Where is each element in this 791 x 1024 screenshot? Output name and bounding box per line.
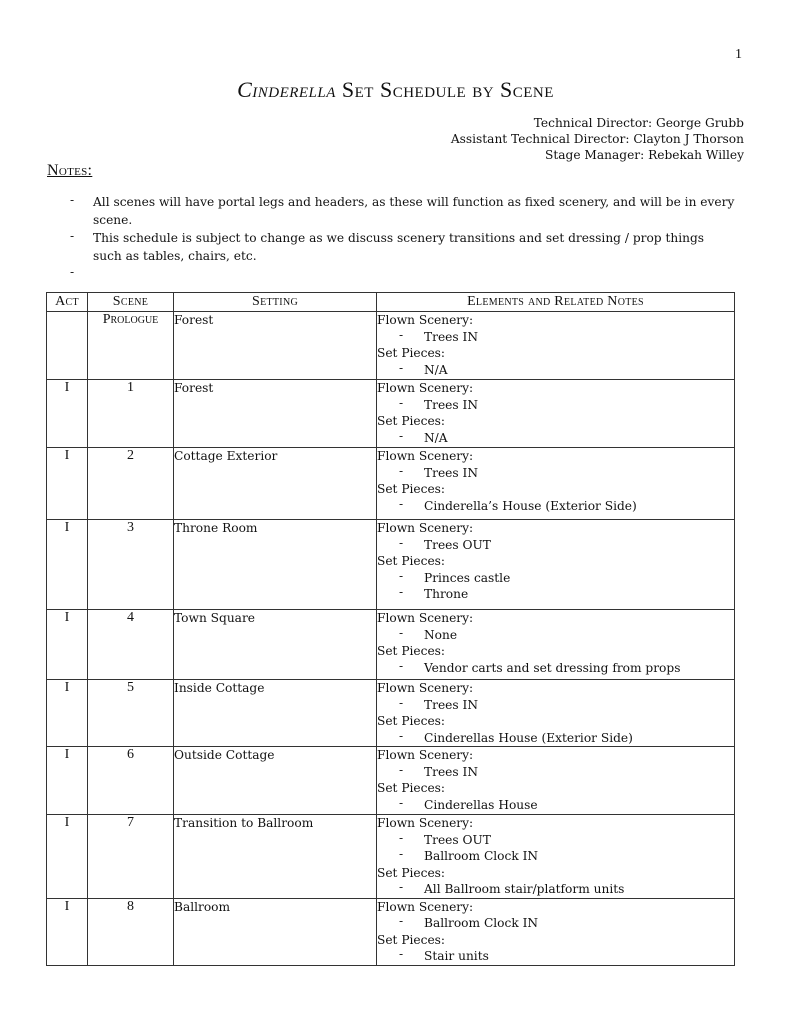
title-rest: Set Schedule by Scene (335, 77, 554, 102)
dash-bullet: - (399, 947, 404, 961)
technical-director: Technical Director: George Grubb (533, 116, 744, 130)
setting-cell: Throne Room (174, 520, 377, 610)
setting-cell: Forest (174, 312, 377, 380)
set-piece-item (377, 498, 734, 515)
flown-scenery-label: Flown Scenery: (377, 681, 474, 695)
flown-scenery-label: Flown Scenery: (377, 611, 474, 625)
header-act: Act (47, 293, 88, 312)
scene-cell: 8 (88, 898, 174, 965)
assistant-technical-director: Assistant Technical Director: Clayton J Thorson (450, 132, 744, 146)
flown-scenery-label: Flown Scenery: (377, 748, 474, 762)
set-pieces-label: Set Pieces: (377, 644, 446, 658)
set-piece-text: Vendor carts and set dressing from props (424, 660, 681, 675)
act-cell: I (47, 815, 88, 899)
flown-scenery-text: Trees IN (424, 329, 478, 344)
header-scene: Scene (88, 293, 174, 312)
dash-bullet: - (399, 395, 404, 410)
notes-heading: Notes: (47, 162, 93, 179)
table-header-row (47, 293, 735, 312)
note-text: This schedule is subject to change as we discuss scenery transitions and set dressing / prop things such as tables, chairs, etc. (93, 231, 705, 263)
flown-scenery-item (377, 397, 734, 414)
set-piece-item (377, 586, 734, 603)
set-piece-item (377, 730, 734, 747)
dash-bullet: - (399, 795, 404, 810)
set-piece-item (377, 430, 734, 447)
act-cell (47, 312, 88, 380)
elements-cell (377, 448, 735, 520)
elements-cell (377, 312, 735, 380)
dash-bullet: - (399, 728, 404, 743)
set-pieces-label: Set Pieces: (377, 714, 446, 728)
setting-cell: Ballroom (174, 898, 377, 965)
setting-cell: Forest (174, 380, 377, 448)
flown-scenery-text: Trees OUT (424, 832, 491, 847)
dash-bullet: - (70, 229, 75, 243)
table-row (47, 520, 735, 610)
set-pieces-label: Set Pieces: (377, 414, 446, 428)
setting-cell: Cottage Exterior (174, 448, 377, 520)
elements-cell (377, 610, 735, 680)
elements-cell (377, 520, 735, 610)
flown-scenery-item (377, 915, 734, 932)
dash-bullet: - (399, 880, 404, 894)
act-cell: I (47, 380, 88, 448)
act-cell: I (47, 898, 88, 965)
set-piece-item (377, 797, 734, 814)
flown-scenery-text: Trees IN (424, 764, 478, 779)
flown-scenery-text: None (424, 627, 458, 642)
scene-cell: 5 (88, 680, 174, 747)
page-title (0, 77, 791, 103)
dash-bullet: - (399, 428, 404, 443)
act-cell: I (47, 520, 88, 610)
scene-cell: 1 (88, 380, 174, 448)
note-item (66, 229, 736, 265)
dash-bullet: - (399, 830, 404, 845)
scene-cell: 6 (88, 747, 174, 815)
flown-scenery-item (377, 465, 734, 482)
flown-scenery-label: Flown Scenery: (377, 381, 474, 395)
set-piece-text: Stair units (424, 949, 489, 963)
dash-bullet: - (399, 568, 404, 583)
dash-bullet: - (70, 265, 75, 279)
scene-cell: 4 (88, 610, 174, 680)
dash-bullet: - (399, 463, 404, 478)
flown-scenery-label: Flown Scenery: (377, 313, 474, 327)
elements-cell (377, 815, 735, 899)
title-show-name: Cinderella (237, 77, 336, 102)
dash-bullet: - (399, 327, 404, 342)
flown-scenery-item (377, 764, 734, 781)
set-piece-text: N/A (424, 362, 448, 377)
act-cell: I (47, 680, 88, 747)
set-piece-text: N/A (424, 430, 448, 445)
page-number: 1 (735, 47, 742, 62)
setting-cell: Town Square (174, 610, 377, 680)
table-row (47, 448, 735, 520)
scene-cell: 7 (88, 815, 174, 899)
dash-bullet: - (399, 585, 404, 599)
set-pieces-label: Set Pieces: (377, 932, 446, 947)
set-pieces-label: Set Pieces: (377, 865, 446, 880)
setting-cell: Inside Cottage (174, 680, 377, 747)
note-text: All scenes will have portal legs and headers, as these will function as fixed scenery, and will be in every scene. (93, 195, 735, 227)
set-piece-text: Cinderellas House (Exterior Side) (424, 730, 633, 745)
notes-list (66, 193, 736, 279)
flown-scenery-text: Ballroom Clock IN (424, 916, 539, 930)
elements-cell (377, 680, 735, 747)
dash-bullet: - (399, 762, 404, 777)
flown-scenery-label: Flown Scenery: (377, 816, 474, 830)
scene-cell: 3 (88, 520, 174, 610)
flown-scenery-label: Flown Scenery: (377, 521, 474, 535)
dash-bullet: - (399, 695, 404, 710)
flown-scenery-text: Trees IN (424, 697, 478, 712)
flown-scenery-text: Ballroom Clock IN (424, 849, 539, 863)
set-piece-text: Cinderellas House (424, 797, 538, 812)
set-piece-text: Princes castle (424, 570, 511, 585)
setting-cell: Outside Cottage (174, 747, 377, 815)
flown-scenery-item (377, 832, 734, 849)
table-row (47, 680, 735, 747)
scene-cell: 2 (88, 448, 174, 520)
flown-scenery-label: Flown Scenery: (377, 899, 474, 914)
flown-scenery-text: Trees OUT (424, 537, 491, 552)
table-row (47, 747, 735, 815)
flown-scenery-item (377, 697, 734, 714)
header-elements: Elements and Related Notes (377, 293, 735, 312)
set-pieces-label: Set Pieces: (377, 482, 446, 496)
flown-scenery-item (377, 627, 734, 644)
flown-scenery-item (377, 537, 734, 554)
stage-manager: Stage Manager: Rebekah Willey (545, 148, 744, 162)
dash-bullet: - (399, 914, 404, 928)
dash-bullet: - (399, 625, 404, 640)
act-cell: I (47, 448, 88, 520)
table-row (47, 312, 735, 380)
act-cell: I (47, 747, 88, 815)
act-cell: I (47, 610, 88, 680)
staff-credits (451, 115, 744, 163)
dash-bullet: - (70, 193, 75, 207)
set-schedule-table (46, 292, 735, 966)
table-row (47, 610, 735, 680)
header-setting: Setting (174, 293, 377, 312)
table-row (47, 815, 735, 899)
flown-scenery-text: Trees IN (424, 465, 478, 480)
flown-scenery-item (377, 329, 734, 346)
dash-bullet: - (399, 535, 404, 550)
dash-bullet: - (399, 847, 404, 861)
dash-bullet: - (399, 658, 404, 673)
flown-scenery-label: Flown Scenery: (377, 449, 474, 463)
flown-scenery-text: Trees IN (424, 397, 478, 412)
dash-bullet: - (399, 360, 404, 375)
set-piece-item (377, 660, 734, 677)
set-piece-text: All Ballroom stair/platform units (424, 882, 625, 896)
set-pieces-label: Set Pieces: (377, 781, 446, 795)
scene-cell: Prologue (88, 312, 174, 380)
set-piece-text: Throne (424, 587, 469, 601)
elements-cell (377, 747, 735, 815)
set-piece-item (377, 362, 734, 379)
table-row (47, 380, 735, 448)
table-body (47, 312, 735, 966)
set-pieces-label: Set Pieces: (377, 554, 446, 568)
flown-scenery-item (377, 848, 734, 865)
setting-cell: Transition to Ballroom (174, 815, 377, 899)
set-piece-text: Cinderella’s House (Exterior Side) (424, 498, 637, 513)
set-piece-item (377, 948, 734, 965)
note-item (66, 193, 736, 229)
elements-cell (377, 898, 735, 965)
table-row (47, 898, 735, 965)
set-piece-item (377, 881, 734, 898)
set-piece-item (377, 570, 734, 587)
elements-cell (377, 380, 735, 448)
dash-bullet: - (399, 496, 404, 511)
set-pieces-label: Set Pieces: (377, 346, 446, 360)
